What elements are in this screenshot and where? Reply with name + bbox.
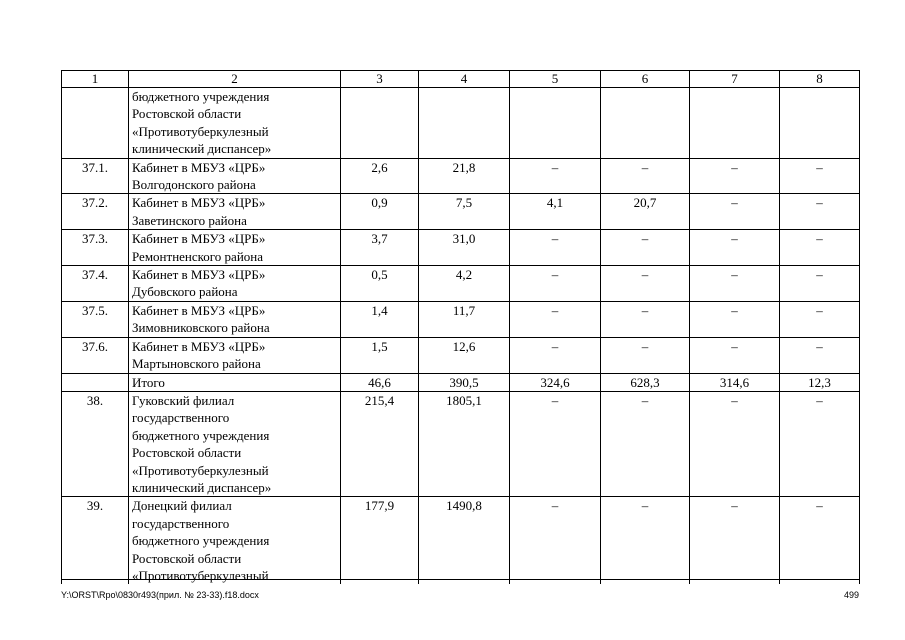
row-number: 37.4. [62,266,129,302]
value-col6: – [601,497,690,585]
value-col5: – [510,266,601,302]
value-col8: – [780,301,860,337]
value-col7: – [690,158,780,194]
value-col3: 0,9 [341,194,419,230]
value-col7: 314,6 [690,373,780,391]
value-col7: – [690,230,780,266]
row-number: 39. [62,497,129,585]
value-col4: 1490,8 [419,497,510,585]
value-col8: – [780,337,860,373]
header-cell: 7 [690,71,780,88]
value-col5: – [510,497,601,585]
institution-name: Донецкий филиал государственного бюджетного учреждения Ростовской области «Противотуберкулезный [129,497,341,585]
value-col6: – [601,158,690,194]
value-col5: 324,6 [510,373,601,391]
value-col7: – [690,266,780,302]
value-col5: – [510,337,601,373]
value-col8: – [780,158,860,194]
footer-file-path: Y:\ORST\Rpo\0830r493(прил. № 23-33).f18.docx [61,590,259,600]
institution-name: Кабинет в МБУЗ «ЦРБ» Мартыновского района [129,337,341,373]
value-col5: 4,1 [510,194,601,230]
value-col4: 11,7 [419,301,510,337]
value-col4 [419,88,510,159]
value-col6: – [601,391,690,496]
institution-name: Гуковский филиал государственного бюджетного учреждения Ростовской области «Противотуберкулезный клинический диспансер» [129,391,341,496]
value-col3: 1,4 [341,301,419,337]
value-col7: – [690,391,780,496]
header-cell: 1 [62,71,129,88]
row-number: 37.5. [62,301,129,337]
value-col8 [780,88,860,159]
row-number: 37.3. [62,230,129,266]
institution-name: Кабинет в МБУЗ «ЦРБ» Ремонтненского района [129,230,341,266]
value-col6: – [601,337,690,373]
data-table [61,70,860,584]
value-col8: – [780,391,860,496]
table-row [62,266,860,302]
header-cell: 4 [419,71,510,88]
value-col7: – [690,497,780,585]
value-col4: 21,8 [419,158,510,194]
value-col6: – [601,266,690,302]
header-cell: 2 [129,71,341,88]
value-col3: 2,6 [341,158,419,194]
page-rule [61,579,859,580]
row-number: 37.2. [62,194,129,230]
table-row [62,158,860,194]
value-col3: 46,6 [341,373,419,391]
value-col3: 0,5 [341,266,419,302]
value-col6: – [601,301,690,337]
row-number: 37.6. [62,337,129,373]
value-col4: 12,6 [419,337,510,373]
value-col5: – [510,391,601,496]
value-col6 [601,88,690,159]
institution-name: Итого [129,373,341,391]
value-col5: – [510,230,601,266]
value-col3: 215,4 [341,391,419,496]
value-col6: 20,7 [601,194,690,230]
value-col7: – [690,194,780,230]
table-row [62,88,860,159]
table-row [62,194,860,230]
value-col6: 628,3 [601,373,690,391]
table-row-total [62,373,860,391]
value-col5: – [510,158,601,194]
value-col7: – [690,301,780,337]
value-col7: – [690,337,780,373]
institution-name: Кабинет в МБУЗ «ЦРБ» Дубовского района [129,266,341,302]
value-col4: 31,0 [419,230,510,266]
value-col3: 177,9 [341,497,419,585]
value-col7 [690,88,780,159]
value-col3: 3,7 [341,230,419,266]
institution-name: Кабинет в МБУЗ «ЦРБ» Зимовниковского района [129,301,341,337]
value-col4: 1805,1 [419,391,510,496]
row-number [62,88,129,159]
table-row [62,230,860,266]
value-col4: 7,5 [419,194,510,230]
table-row [62,497,860,585]
value-col8: – [780,194,860,230]
value-col6: – [601,230,690,266]
institution-name: Кабинет в МБУЗ «ЦРБ» Заветинского района [129,194,341,230]
value-col4: 390,5 [419,373,510,391]
header-cell: 5 [510,71,601,88]
institution-name: бюджетного учреждения Ростовской области «Противотуберкулезный клинический диспансер» [129,88,341,159]
row-number: 37.1. [62,158,129,194]
row-number: 38. [62,391,129,496]
value-col8: – [780,497,860,585]
value-col8: – [780,266,860,302]
institution-name: Кабинет в МБУЗ «ЦРБ» Волгодонского района [129,158,341,194]
table-row [62,391,860,496]
value-col3 [341,88,419,159]
value-col5: – [510,301,601,337]
header-cell: 3 [341,71,419,88]
value-col4: 4,2 [419,266,510,302]
value-col3: 1,5 [341,337,419,373]
table-row [62,301,860,337]
header-cell: 8 [780,71,860,88]
value-col8: 12,3 [780,373,860,391]
table-row [62,337,860,373]
footer-page-number: 499 [843,590,859,600]
value-col8: – [780,230,860,266]
table-header-row [62,71,860,88]
value-col5 [510,88,601,159]
header-cell: 6 [601,71,690,88]
row-number [62,373,129,391]
